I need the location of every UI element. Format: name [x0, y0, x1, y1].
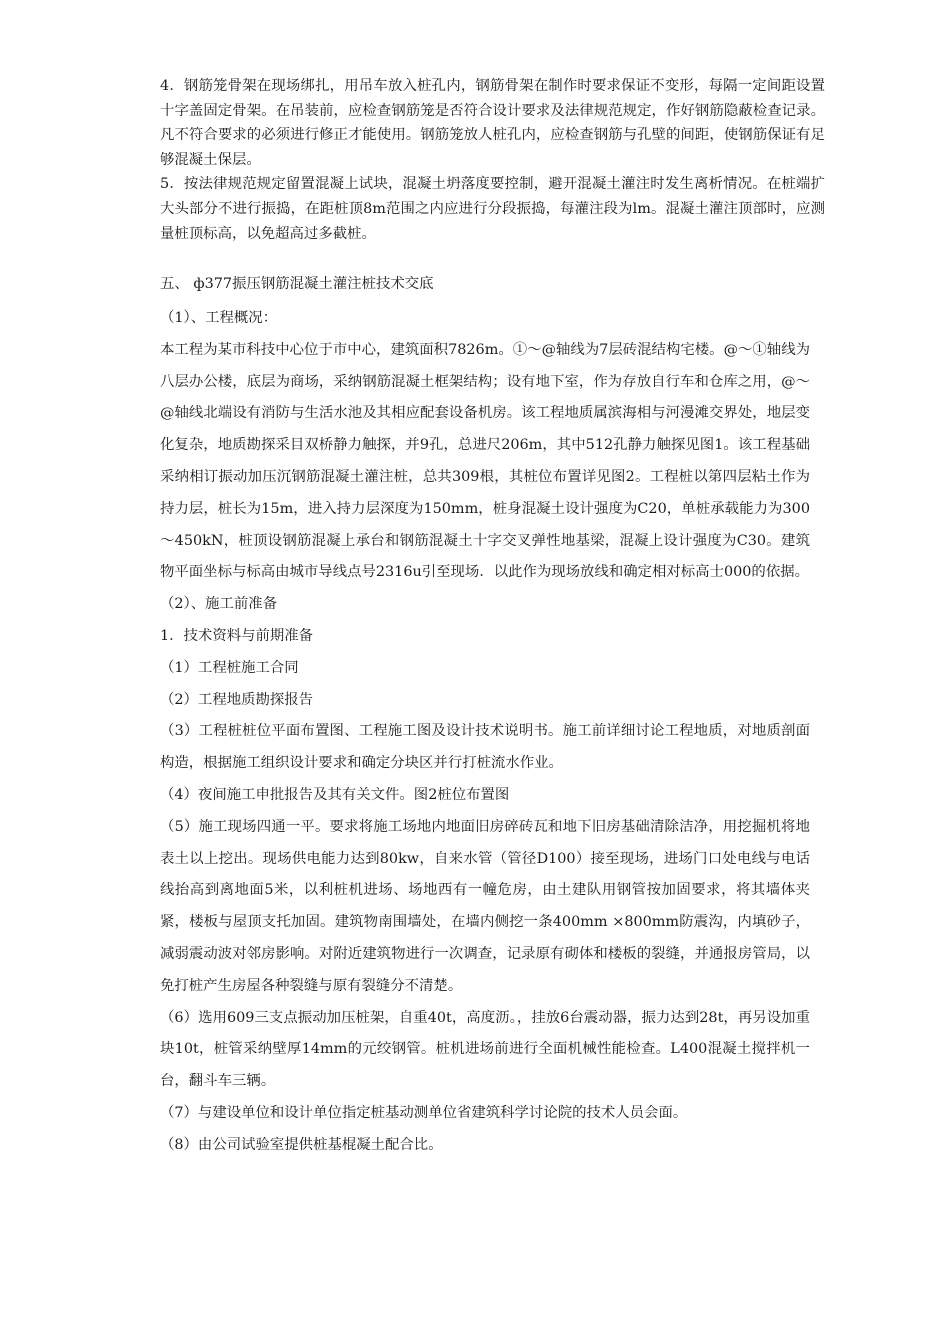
- list-item: （4）夜间施工申批报告及其有关文件。图2桩位布置图: [160, 786, 510, 803]
- list-item: （6）选用609三支点振动加压桩架，自重40t，高度沥。，挂放6台震动器，振力达到28t，再另设加重块10t，桩管采纳壁厚14mm的元绞钢管。桩机进场前进行全面机械性能检查。L400混凝土搅拌机一台，翻斗车三辆。: [160, 1009, 810, 1090]
- list-item: （1）工程桩施工合同: [160, 659, 299, 676]
- list-item: （3）工程桩桩位平面布置图、工程施工图及设计技术说明书。施工前详细讨论工程地质，对地质剖面构造，根据施工组织设计要求和确定分块区并行打桩流水作业。: [160, 723, 810, 772]
- paragraph-5: 5．按法律规范规定留置混凝上试块，混凝土坍落度要控制，避开混凝土灌注时发生离析情况。在桩端扩大头部分不进行振捣，在距桩顶8m范围之内应进行分段振捣，每灌注段为lm。混凝土灌注顶部时，应测量桩顶标高，以免超高过多截桩。: [160, 176, 825, 242]
- paragraph-4: 4．钢筋笼骨架在现场绑扎，用吊车放入桩孔内，钢筋骨架在制作时要求保证不变形，每隔一定间距设置十字盖固定骨架。在吊装前，应检查钢筋笼是否符合设计要求及法律规范规定，作好钢筋隐蔽检查记录。凡不符合要求的必须进行修正才能使用。钢筋笼放人桩孔内，应检查钢筋与孔壁的间距，使钢筋保证有足够混凝土保层。: [160, 78, 825, 168]
- previous-section-text: [160, 74, 825, 246]
- list-item: （7）与建设单位和设计单位指定桩基动测单位省建筑科学讨论院的技术人员会面。: [160, 1104, 688, 1121]
- section-body: [160, 303, 810, 1162]
- overview-paragraph: 本工程为某市科技中心位于市中心，建筑面积7826m。①～@轴线为7层砖混结构宅楼。@～①轴线为八层办公楼，底层为商场，采纳钢筋混凝土框架结构；设有地下室，作为存放自行车和仓库之用，@～@轴线北端设有消防与生活水池及其相应配套设备机房。该工程地质属滨海相与河漫滩交界处，地层变化复杂，地质勘探采目双桥静力触探，并9孔，总进尺206m，其中512孔静力触探见图1。该工程基础采纳相订振动加压沉钢筋混凝土灌注桩，总共309根，其桩位布置详见图2。工程桩以第四层粘土作为持力层，桩长为15m，进入持力层深度为150mm，桩身混凝土设计强度为C20，单桩承载能力为300～450kN，桩顶设钢筋混凝上承台和钢筋混凝土十字交叉弹性地基梁，混凝上设计强度为C30。建筑物平面坐标与标高由城市导线点号2316u引至现场．以此作为现场放线和确定相对标高士000的依据。: [160, 341, 810, 581]
- item-technical-materials: 1．技术资料与前期准备: [160, 627, 314, 644]
- list-item: （8）由公司试验室提供桩基棍凝土配合比。: [160, 1136, 443, 1153]
- section-heading: 五、 ф377振压钢筋混凝土灌注桩技术交底: [160, 276, 434, 292]
- list-item: （2）工程地质勘探报告: [160, 691, 314, 708]
- list-item: （5）施工现场四通一平。要求将施工场地内地面旧房碎砖瓦和地下旧房基础清除洁净，用挖掘机将地表土以上挖出。现场供电能力达到80kw，自来水管（管径D100）接至现场，进场门口处电线与电话线抬高到离地面5米，以利桩机进场、场地西有一幢危房，由土建队用钢管按加固要求，将其墙体夹紧，楼板与屋顶支托加固。建筑物南围墙处，在墙内侧挖一条400mm ×800mm防震沟，内填砂子，减弱震动波对邻房影响。对附近建筑物进行一次调查，记录原有砌体和楼板的裂缝，并通报房管局，以免打桩产生房屋各种裂缝与原有裂缝分不清楚。: [160, 818, 810, 994]
- subsection-title-overview: （1）、工程概况：: [160, 310, 278, 326]
- subsection-title-preparation: （2）、施工前准备: [160, 596, 278, 613]
